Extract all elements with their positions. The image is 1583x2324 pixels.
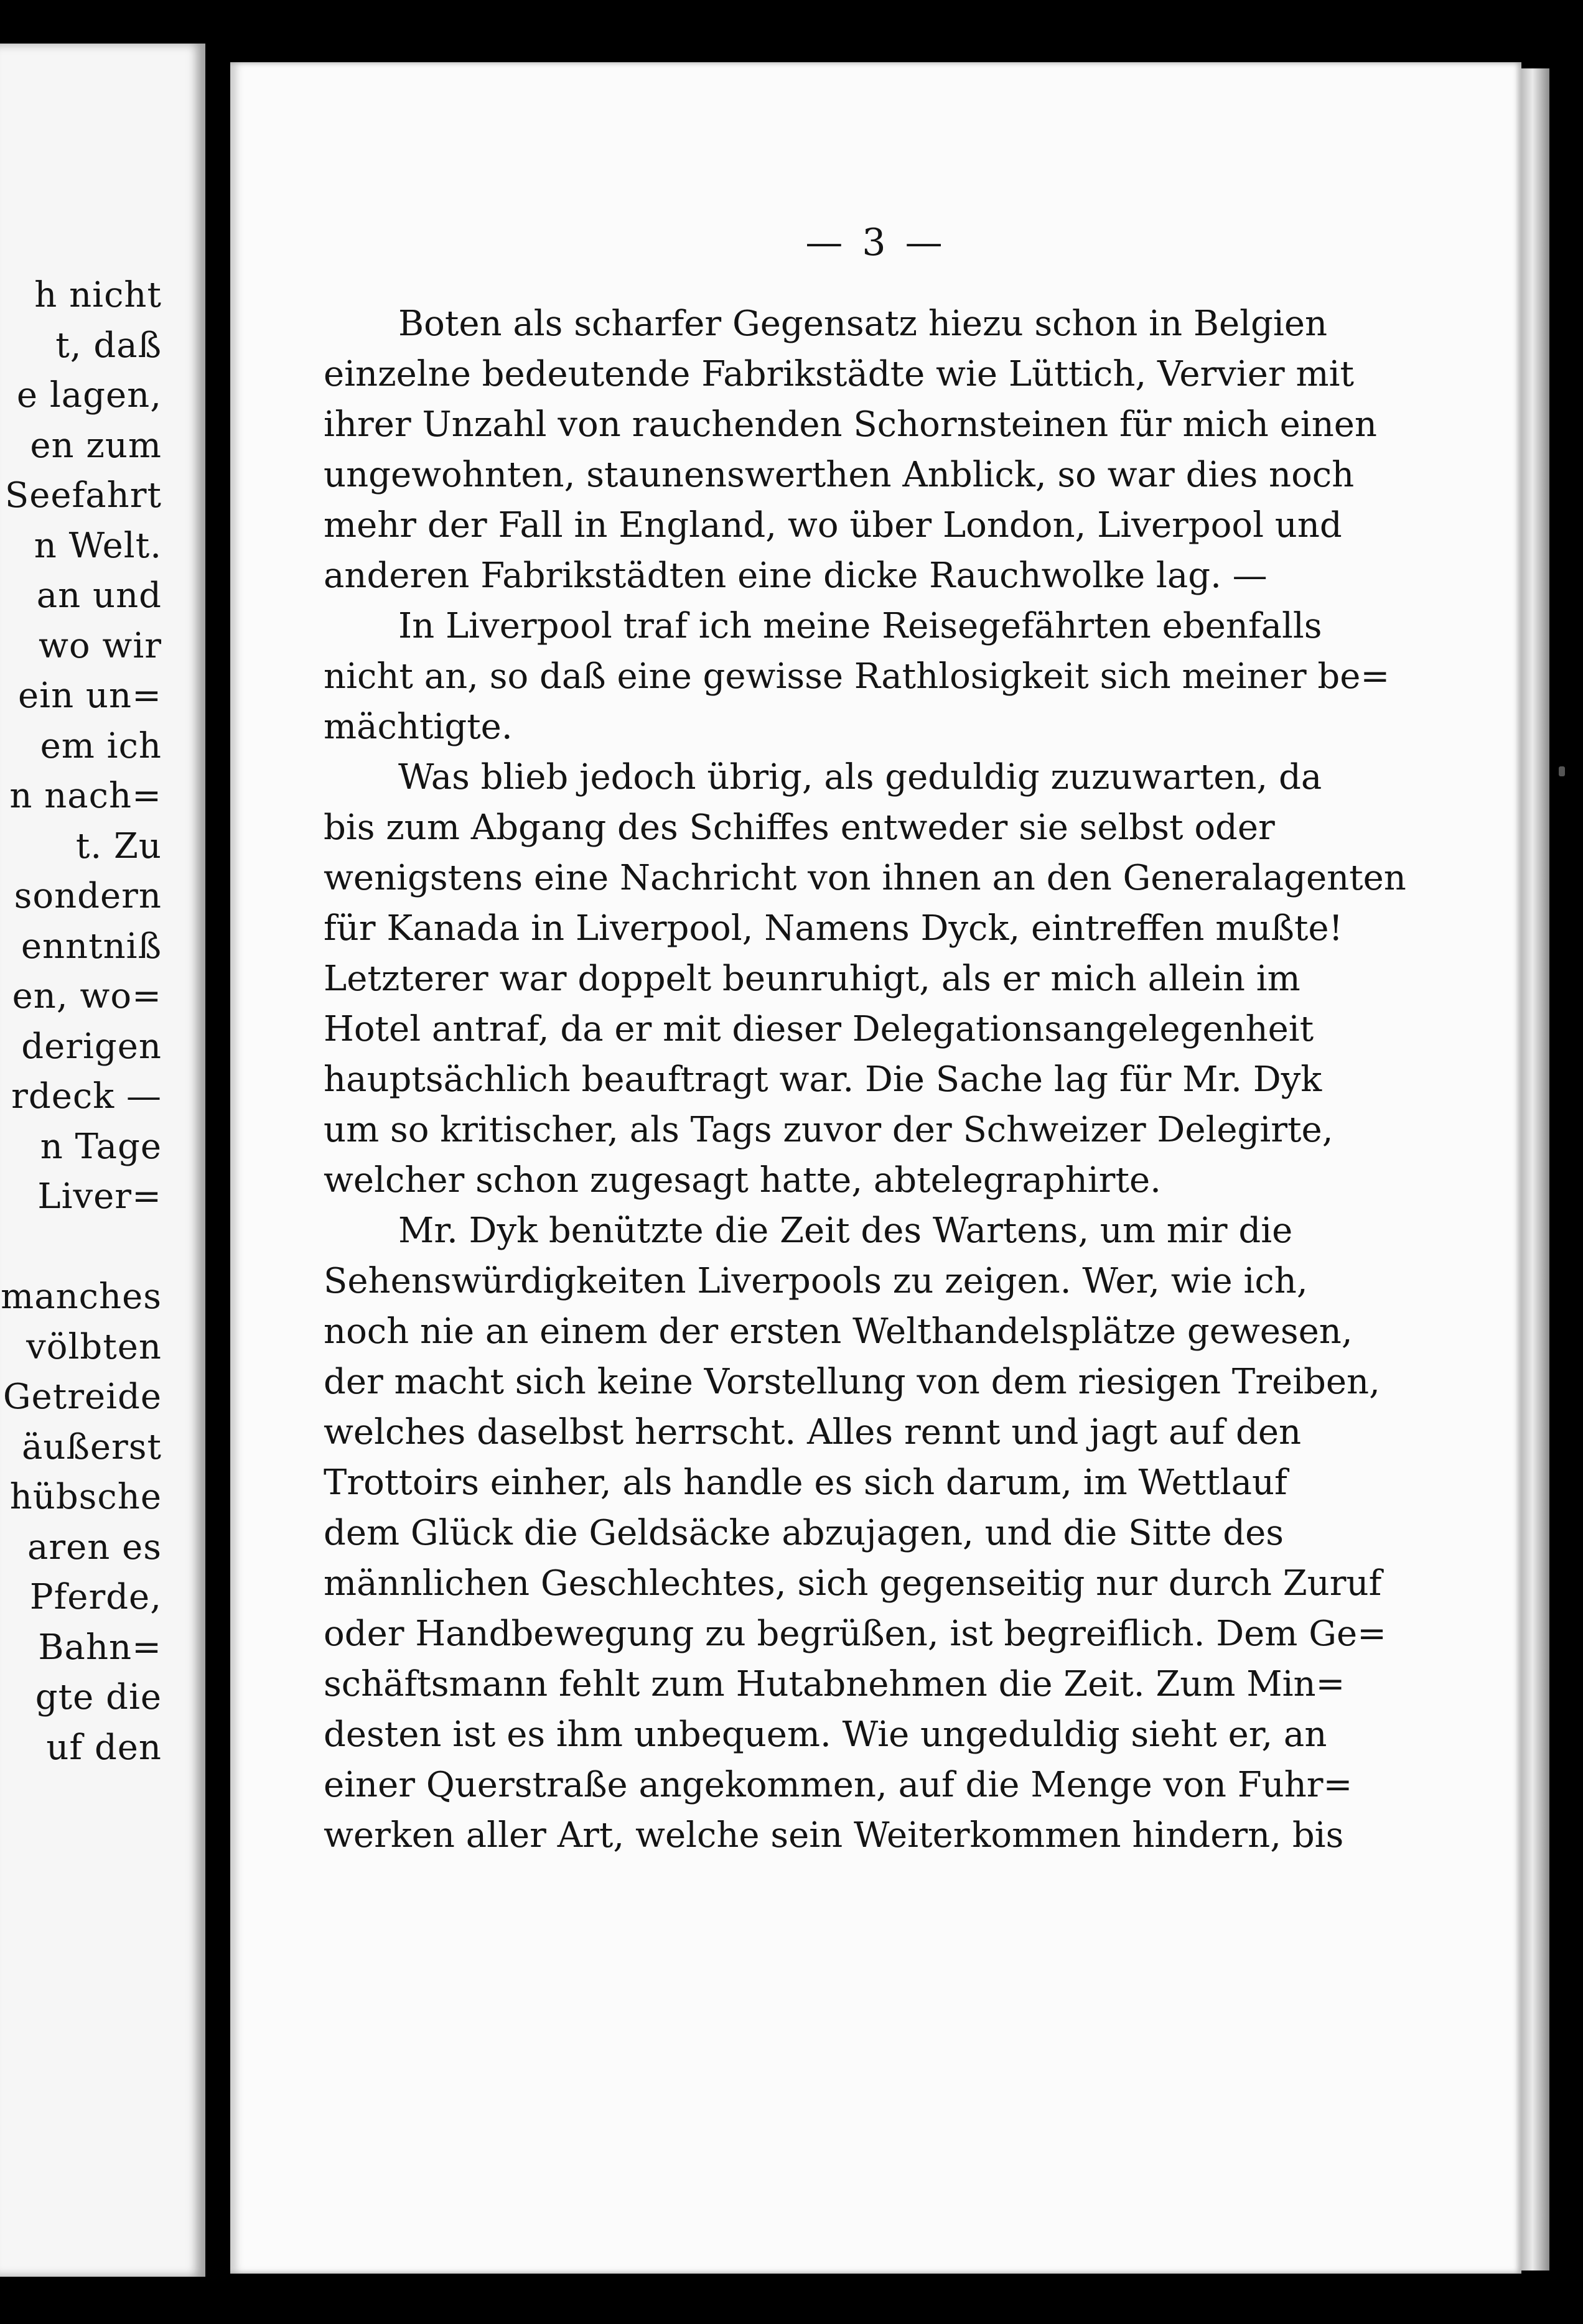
text-line: einzelne bedeutende Fabrikstädte wie Lüttich, Vervier mit — [324, 354, 1355, 394]
text-line: noch nie an einem der ersten Welthandelsplätze gewesen, — [324, 1311, 1353, 1352]
left-page-line: en, wo= — [12, 976, 162, 1016]
text-line: einer Querstraße angekommen, auf die Menge von Fuhr= — [324, 1765, 1353, 1805]
book-gutter — [205, 0, 230, 2324]
text-line: der macht sich keine Vorstellung von dem riesigen Treiben, — [324, 1362, 1380, 1402]
page-number: — 3 — — [805, 221, 946, 264]
left-page-line: en zum — [30, 425, 162, 466]
left-page-line: wo wir — [38, 625, 162, 666]
text-line: ihrer Unzahl von rauchenden Schornsteinen für mich einen — [324, 404, 1377, 445]
text-line: Letzterer war doppelt beunruhigt, als er mich allein im — [324, 959, 1300, 999]
left-page-line: Seefahrt — [4, 475, 162, 516]
text-line: wenigstens eine Nachricht von ihnen an den Generalagenten — [324, 858, 1406, 898]
text-line: desten ist es ihm unbequem. Wie ungeduldig sieht er, an — [324, 1714, 1327, 1755]
text-line: In Liverpool traf ich meine Reisegefährten ebenfalls — [398, 606, 1322, 646]
text-line: männlichen Geschlechtes, sich gegenseitig nur durch Zuruf — [324, 1563, 1382, 1604]
text-line: Mr. Dyk benützte die Zeit des Wartens, um mir die — [398, 1211, 1293, 1251]
text-line: Sehenswürdigkeiten Liverpools zu zeigen. Wer, wie ich, — [324, 1261, 1308, 1301]
text-line: Hotel antraf, da er mit dieser Delegationsangelegenheit — [324, 1009, 1314, 1049]
left-page-line: derigen — [21, 1026, 162, 1067]
text-line: werken aller Art, welche sein Weiterkommen hindern, bis — [324, 1815, 1344, 1856]
text-line: anderen Fabrikstädten eine dicke Rauchwolke lag. — — [324, 555, 1268, 596]
right-page — [230, 62, 1521, 2274]
left-page-line: äußerst — [21, 1426, 162, 1467]
text-line: ungewohnten, staunenswerthen Anblick, so war dies noch — [324, 455, 1355, 495]
text-line: welches daselbst herrscht. Alles rennt und jagt auf den — [324, 1412, 1302, 1452]
left-page-line: h nicht — [34, 275, 162, 315]
text-line: für Kanada in Liverpool, Namens Dyck, eintreffen mußte! — [324, 908, 1343, 949]
left-page-line: völbten — [26, 1326, 162, 1367]
text-line: mächtigte. — [324, 707, 513, 747]
left-page-line: gte die — [35, 1677, 162, 1717]
text-line: welcher schon zugesagt hatte, abtelegraphirte. — [324, 1160, 1161, 1201]
left-page-line: Bahn= — [38, 1627, 162, 1668]
left-page-line: hübsche — [9, 1477, 162, 1517]
left-page-line: n Welt. — [34, 525, 162, 566]
left-page-line: manches — [1, 1276, 162, 1317]
left-page-line: ein un= — [18, 676, 162, 716]
text-line: dem Glück die Geldsäcke abzujagen, und die Sitte des — [324, 1513, 1284, 1553]
left-page-line: sondern — [14, 876, 162, 916]
left-page-line: Getreide — [2, 1377, 162, 1417]
text-line: oder Handbewegung zu begrüßen, ist begreiflich. Dem Ge= — [324, 1614, 1386, 1654]
text-line: Trottoirs einher, als handle es sich darum, im Wettlauf — [324, 1462, 1287, 1503]
left-page-line: rdeck — — [11, 1076, 162, 1117]
page-edge — [1521, 68, 1549, 2271]
text-line: hauptsächlich beauftragt war. Die Sache lag für Mr. Dyk — [324, 1059, 1322, 1100]
left-page-line: Liver= — [37, 1176, 162, 1217]
left-page-line: uf den — [46, 1727, 162, 1768]
body-text — [324, 299, 1406, 1861]
text-line: mehr der Fall in England, wo über London, Liverpool und — [324, 505, 1342, 546]
left-page-line: e lagen, — [16, 375, 162, 416]
left-page-line: Pferde, — [29, 1577, 162, 1617]
text-line: Boten als scharfer Gegensatz hiezu schon in Belgien — [398, 304, 1328, 344]
left-page-line: enntniß — [21, 926, 162, 967]
left-page-line: em ich — [40, 725, 162, 766]
left-page-line: aren es — [27, 1527, 162, 1568]
text-line: nicht an, so daß eine gewisse Rathlosigkeit sich meiner be= — [324, 656, 1390, 697]
left-page-line: t. Zu — [75, 825, 162, 867]
scan-speck — [1559, 766, 1565, 776]
text-line: bis zum Abgang des Schiffes entweder sie selbst oder — [324, 807, 1275, 848]
left-page — [0, 44, 205, 2277]
text-line: um so kritischer, als Tags zuvor der Schweizer Delegirte, — [324, 1110, 1333, 1150]
left-page-line: an und — [36, 575, 162, 616]
left-page-line: t, daß — [55, 325, 162, 366]
text-line: Was blieb jedoch übrig, als geduldig zuzuwarten, da — [398, 757, 1322, 797]
left-page-line: n nach= — [9, 776, 162, 816]
text-line: schäftsmann fehlt zum Hutabnehmen die Zeit. Zum Min= — [324, 1664, 1345, 1704]
left-page-line: n Tage — [40, 1126, 162, 1167]
